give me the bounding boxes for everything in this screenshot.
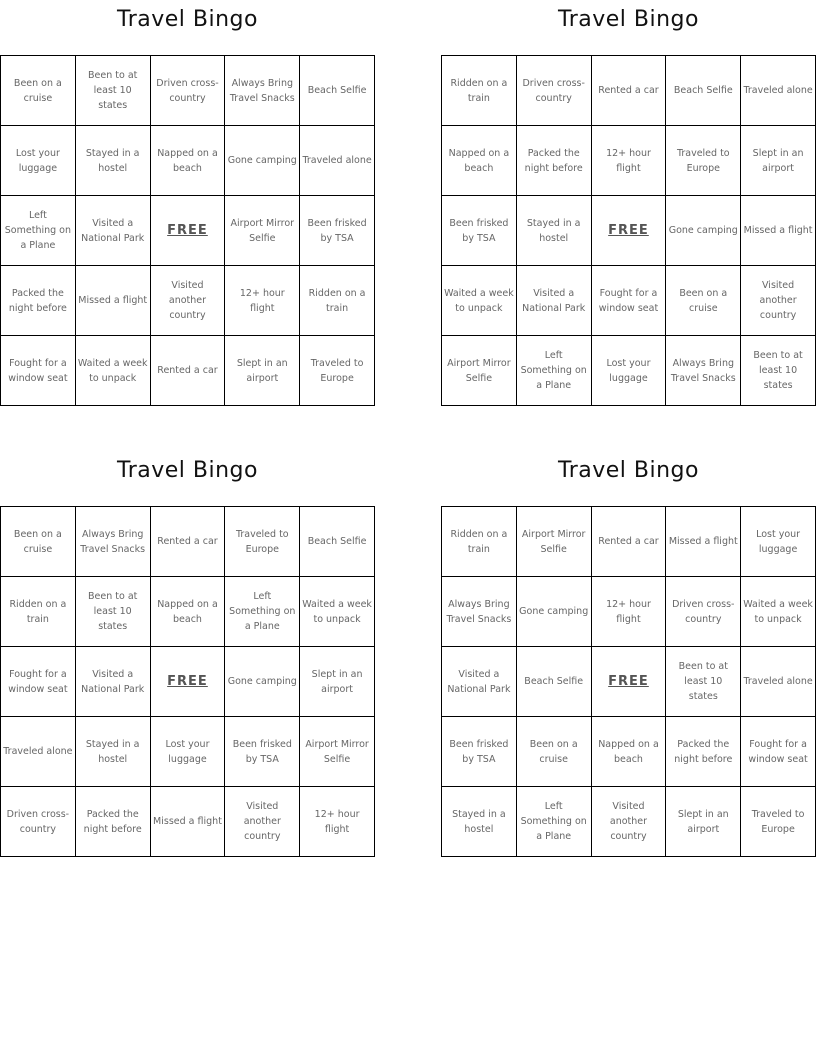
- bingo-cell: Lost your luggage: [1, 126, 76, 196]
- bingo-cell: Been on a cruise: [1, 507, 76, 577]
- bingo-cell: Ridden on a train: [442, 507, 517, 577]
- bingo-grid: [0, 55, 375, 406]
- bingo-cell: Driven cross-country: [1, 787, 76, 857]
- bingo-cell: Rented a car: [151, 336, 226, 406]
- bingo-cell: Been to at least 10 states: [76, 56, 151, 126]
- bingo-cell: Always Bring Travel Snacks: [225, 56, 300, 126]
- bingo-cell: Lost your luggage: [151, 717, 226, 787]
- bingo-cell: Missed a flight: [151, 787, 226, 857]
- bingo-cell: Gone camping: [517, 577, 592, 647]
- bingo-cell: Lost your luggage: [741, 507, 816, 577]
- bingo-cell: Napped on a beach: [151, 577, 226, 647]
- bingo-cell: Slept in an airport: [225, 336, 300, 406]
- bingo-cell: Always Bring Travel Snacks: [76, 507, 151, 577]
- bingo-cell: Left Something on a Plane: [517, 336, 592, 406]
- bingo-cell: Visited a National Park: [76, 196, 151, 266]
- bingo-cell: Packed the night before: [517, 126, 592, 196]
- bingo-cell: Been on a cruise: [666, 266, 741, 336]
- card-title: Travel Bingo: [117, 458, 258, 483]
- bingo-cell: Rented a car: [592, 507, 667, 577]
- bingo-cell: Visited another country: [741, 266, 816, 336]
- bingo-cell: Left Something on a Plane: [1, 196, 76, 266]
- bingo-grid: [441, 506, 816, 857]
- bingo-cell: Airport Mirror Selfie: [442, 336, 517, 406]
- bingo-cell: Packed the night before: [666, 717, 741, 787]
- grid-row: [1, 787, 375, 857]
- grid-row: [1, 647, 375, 717]
- bingo-cell: Slept in an airport: [666, 787, 741, 857]
- grid-row: [1, 266, 375, 336]
- bingo-cell: Napped on a beach: [151, 126, 226, 196]
- grid-row: [442, 787, 816, 857]
- grid-row: [442, 647, 816, 717]
- free-space: FREE: [151, 196, 226, 266]
- bingo-cell: Stayed in a hostel: [442, 787, 517, 857]
- grid-row: [442, 196, 816, 266]
- grid-row: [1, 577, 375, 647]
- grid-row: [1, 56, 375, 126]
- bingo-cell: Rented a car: [592, 56, 667, 126]
- bingo-cell: Airport Mirror Selfie: [225, 196, 300, 266]
- bingo-cell: Stayed in a hostel: [76, 126, 151, 196]
- bingo-cell: Been on a cruise: [1, 56, 76, 126]
- bingo-cell: Traveled to Europe: [225, 507, 300, 577]
- grid-row: [442, 577, 816, 647]
- bingo-cell: Visited a National Park: [76, 647, 151, 717]
- bingo-cell: Airport Mirror Selfie: [517, 507, 592, 577]
- bingo-cell: Been frisked by TSA: [442, 196, 517, 266]
- card-title: Travel Bingo: [117, 7, 258, 32]
- free-space: FREE: [592, 647, 667, 717]
- bingo-cell: Ridden on a train: [1, 577, 76, 647]
- bingo-cell: Been frisked by TSA: [300, 196, 375, 266]
- bingo-cell: Been frisked by TSA: [442, 717, 517, 787]
- bingo-cell: Left Something on a Plane: [225, 577, 300, 647]
- bingo-cell: Traveled alone: [741, 647, 816, 717]
- bingo-cell: Gone camping: [225, 126, 300, 196]
- grid-row: [1, 507, 375, 577]
- bingo-cell: Gone camping: [225, 647, 300, 717]
- bingo-cell: Fought for a window seat: [1, 647, 76, 717]
- bingo-cell: 12+ hour flight: [225, 266, 300, 336]
- bingo-cell: Driven cross-country: [151, 56, 226, 126]
- card-title: Travel Bingo: [558, 7, 699, 32]
- bingo-grid: [441, 55, 816, 406]
- bingo-cell: Beach Selfie: [300, 507, 375, 577]
- bingo-cell: Been frisked by TSA: [225, 717, 300, 787]
- bingo-cell: Missed a flight: [76, 266, 151, 336]
- bingo-cell: Lost your luggage: [592, 336, 667, 406]
- bingo-cell: Been to at least 10 states: [741, 336, 816, 406]
- card-title: Travel Bingo: [558, 458, 699, 483]
- grid-row: [442, 336, 816, 406]
- bingo-cell: Airport Mirror Selfie: [300, 717, 375, 787]
- bingo-cell: Visited another country: [151, 266, 226, 336]
- grid-row: [1, 126, 375, 196]
- bingo-cell: Fought for a window seat: [592, 266, 667, 336]
- bingo-cell: Visited another country: [225, 787, 300, 857]
- bingo-cell: Beach Selfie: [666, 56, 741, 126]
- bingo-cell: Napped on a beach: [442, 126, 517, 196]
- bingo-cell: Driven cross-country: [517, 56, 592, 126]
- bingo-cell: Been on a cruise: [517, 717, 592, 787]
- grid-row: [1, 336, 375, 406]
- bingo-cell: Beach Selfie: [300, 56, 375, 126]
- bingo-cell: Fought for a window seat: [1, 336, 76, 406]
- grid-row: [442, 126, 816, 196]
- bingo-cell: Left Something on a Plane: [517, 787, 592, 857]
- bingo-cell: Slept in an airport: [741, 126, 816, 196]
- grid-row: [1, 196, 375, 266]
- bingo-cell: Fought for a window seat: [741, 717, 816, 787]
- bingo-cell: Traveled to Europe: [741, 787, 816, 857]
- bingo-cell: Beach Selfie: [517, 647, 592, 717]
- bingo-cell: Packed the night before: [1, 266, 76, 336]
- bingo-cell: Waited a week to unpack: [741, 577, 816, 647]
- free-space: FREE: [592, 196, 667, 266]
- bingo-cell: Packed the night before: [76, 787, 151, 857]
- bingo-cell: 12+ hour flight: [592, 577, 667, 647]
- bingo-cell: 12+ hour flight: [300, 787, 375, 857]
- bingo-cell: Always Bring Travel Snacks: [666, 336, 741, 406]
- bingo-cell: Napped on a beach: [592, 717, 667, 787]
- bingo-cell: Traveled alone: [741, 56, 816, 126]
- bingo-cell: 12+ hour flight: [592, 126, 667, 196]
- bingo-cell: Slept in an airport: [300, 647, 375, 717]
- grid-row: [442, 507, 816, 577]
- bingo-cell: Ridden on a train: [442, 56, 517, 126]
- grid-row: [442, 717, 816, 787]
- bingo-cell: Missed a flight: [666, 507, 741, 577]
- bingo-cell: Waited a week to unpack: [76, 336, 151, 406]
- bingo-cell: Visited a National Park: [517, 266, 592, 336]
- bingo-cell: Gone camping: [666, 196, 741, 266]
- bingo-cell: Visited a National Park: [442, 647, 517, 717]
- bingo-cell: Traveled to Europe: [300, 336, 375, 406]
- free-space: FREE: [151, 647, 226, 717]
- grid-row: [442, 266, 816, 336]
- bingo-cell: Stayed in a hostel: [517, 196, 592, 266]
- bingo-grid: [0, 506, 375, 857]
- grid-row: [442, 56, 816, 126]
- bingo-cell: Rented a car: [151, 507, 226, 577]
- bingo-cell: Waited a week to unpack: [300, 577, 375, 647]
- bingo-cell: Visited another country: [592, 787, 667, 857]
- bingo-cell: Traveled to Europe: [666, 126, 741, 196]
- bingo-cell: Missed a flight: [741, 196, 816, 266]
- grid-row: [1, 717, 375, 787]
- bingo-cell: Ridden on a train: [300, 266, 375, 336]
- bingo-cell: Traveled alone: [300, 126, 375, 196]
- bingo-cell: Been to at least 10 states: [76, 577, 151, 647]
- bingo-cell: Driven cross-country: [666, 577, 741, 647]
- bingo-cell: Been to at least 10 states: [666, 647, 741, 717]
- bingo-cell: Always Bring Travel Snacks: [442, 577, 517, 647]
- bingo-cell: Waited a week to unpack: [442, 266, 517, 336]
- bingo-cell: Traveled alone: [1, 717, 76, 787]
- bingo-cell: Stayed in a hostel: [76, 717, 151, 787]
